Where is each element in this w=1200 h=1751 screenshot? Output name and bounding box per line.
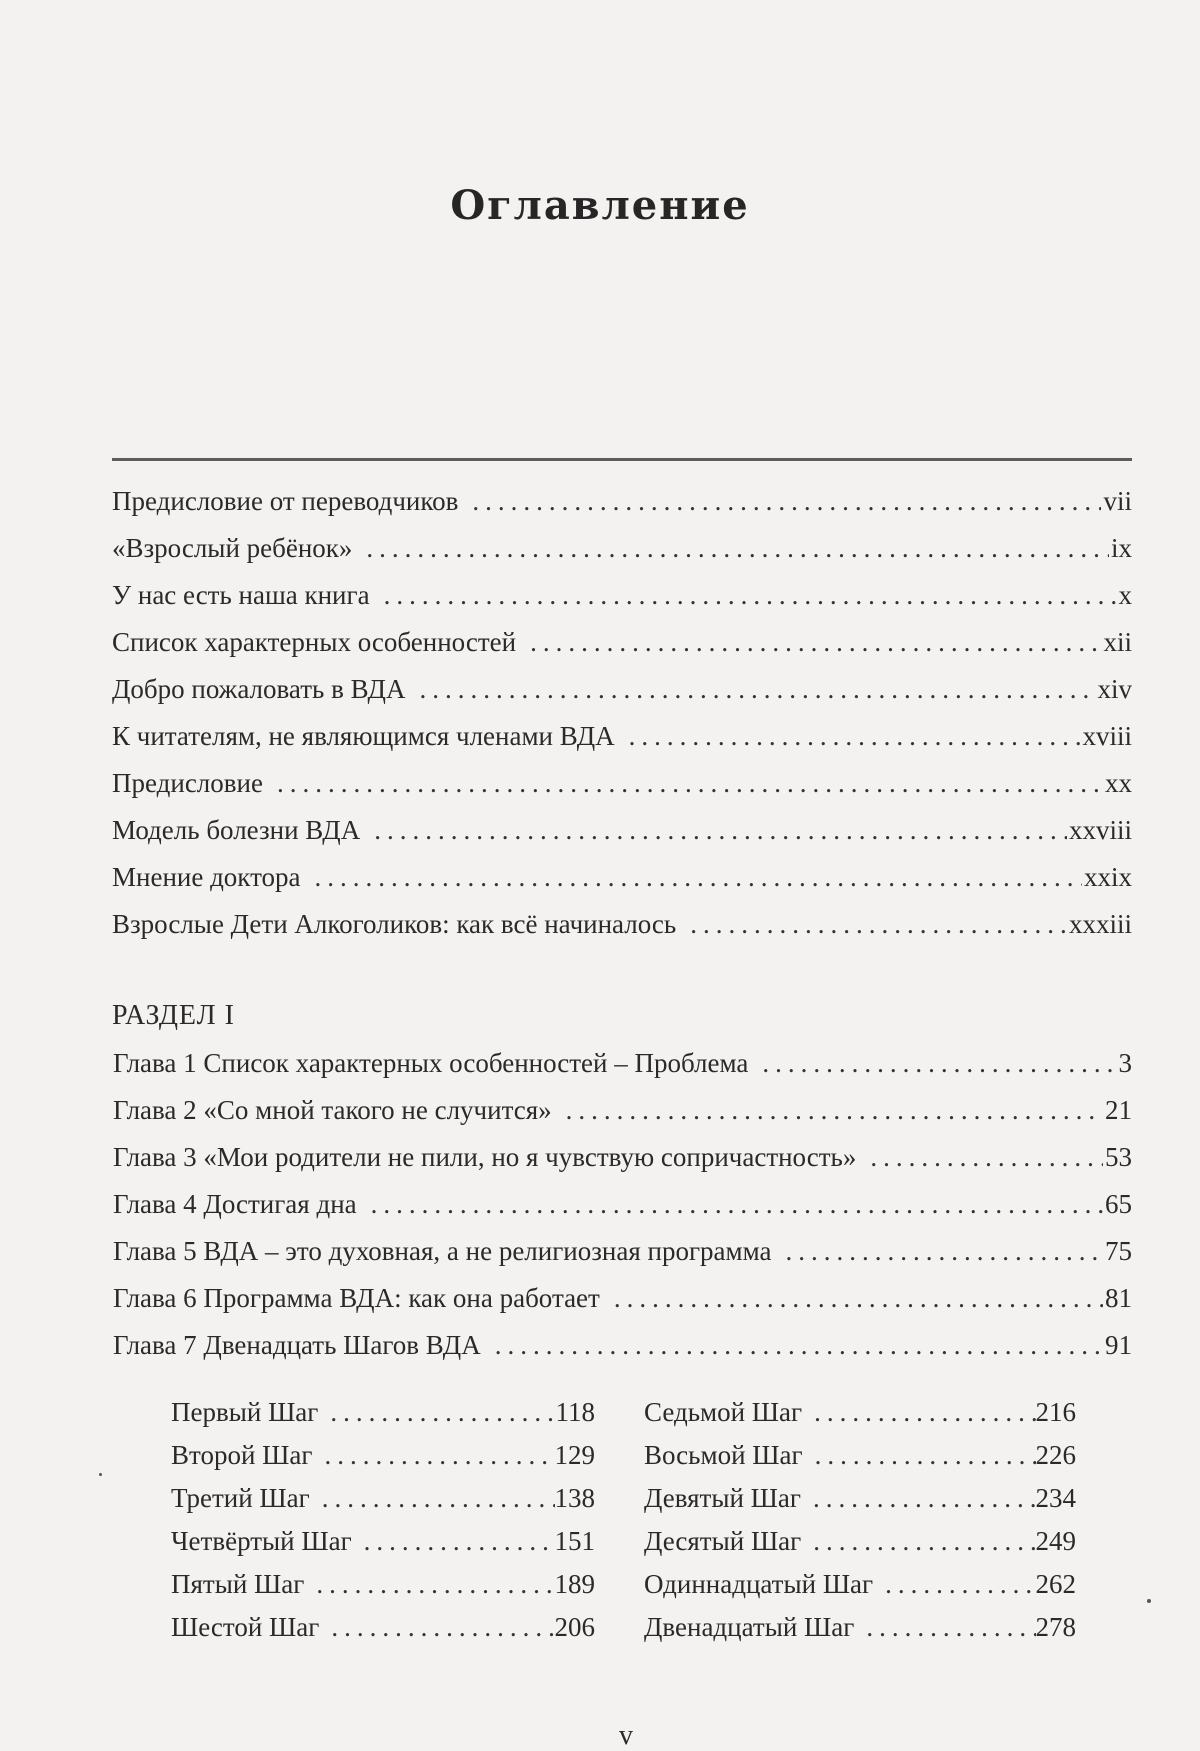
- dot-leader: [371, 1189, 1103, 1220]
- step-label: Девятый Шаг: [644, 1483, 801, 1513]
- step-entry: [644, 1397, 1076, 1437]
- page-title: Оглавление: [450, 182, 750, 229]
- step-entry: [171, 1526, 595, 1566]
- step-entry: [644, 1612, 1076, 1652]
- toc-entry: [112, 627, 1132, 667]
- toc-entry: [112, 721, 1132, 761]
- toc-entry-page: xviii: [1082, 721, 1132, 751]
- step-label: Первый Шаг: [171, 1397, 319, 1427]
- step-entry: [171, 1483, 595, 1523]
- chapter-entry: [113, 1283, 1132, 1323]
- chapter-page: 81: [1105, 1283, 1132, 1313]
- chapter-label: Глава 7 Двенадцать Шагов ВДА: [113, 1330, 481, 1360]
- dot-leader: [813, 1483, 1036, 1514]
- chapter-entry: [113, 1048, 1132, 1088]
- dot-leader: [815, 1440, 1036, 1471]
- chapter-label: Глава 2 «Со мной такого не случится»: [113, 1095, 552, 1125]
- step-page: 189: [554, 1569, 595, 1599]
- toc-entry-page: x: [1118, 580, 1132, 610]
- toc-entry-label: Мнение доктора: [112, 862, 301, 892]
- dot-leader: [277, 768, 1103, 799]
- dot-leader: [322, 1483, 555, 1514]
- chapter-page: 21: [1105, 1095, 1132, 1125]
- dot-leader: [629, 721, 1081, 752]
- step-entry: [171, 1569, 595, 1609]
- chapter-page: 65: [1105, 1189, 1132, 1219]
- toc-entry-label: Добро пожаловать в ВДА: [112, 674, 406, 704]
- toc-entry-label: «Взрослый ребёнок»: [112, 533, 353, 563]
- chapter-entry: [113, 1236, 1132, 1276]
- step-page: 206: [554, 1612, 595, 1642]
- dot-leader: [472, 486, 1101, 517]
- dot-leader: [566, 1095, 1103, 1126]
- step-entry: [644, 1569, 1076, 1609]
- dot-leader: [866, 1612, 1035, 1643]
- chapter-entry: [113, 1142, 1132, 1182]
- dot-leader: [614, 1283, 1103, 1314]
- step-label: Одиннадцатый Шаг: [644, 1569, 874, 1599]
- dot-leader: [786, 1236, 1104, 1267]
- step-page: 151: [554, 1526, 595, 1556]
- dot-leader: [530, 627, 1101, 658]
- chapter-entry: [113, 1330, 1132, 1370]
- toc-entry-label: Список характерных особенностей: [112, 627, 517, 657]
- dot-leader: [374, 815, 1067, 846]
- dot-leader: [813, 1526, 1035, 1557]
- toc-entry-label: Модель болезни ВДА: [112, 815, 361, 845]
- step-label: Шестой Шаг: [171, 1612, 320, 1642]
- dot-leader: [330, 1397, 555, 1428]
- toc-entry: [112, 674, 1132, 714]
- step-label: Двенадцатый Шаг: [644, 1612, 855, 1642]
- step-page: 234: [1035, 1483, 1076, 1513]
- toc-entry-page: xiv: [1097, 674, 1132, 704]
- step-page: 216: [1035, 1397, 1076, 1427]
- dot-leader: [364, 1526, 555, 1557]
- toc-entry-label: Взрослые Дети Алкоголиков: как всё начиналось: [112, 909, 677, 939]
- chapter-entry: [113, 1189, 1132, 1229]
- toc-entry: [112, 909, 1132, 949]
- toc-entry-label: К читателям, не являющимся членами ВДА: [112, 721, 615, 751]
- chapter-page: 3: [1118, 1048, 1132, 1078]
- step-entry: [171, 1612, 595, 1652]
- chapter-page: 91: [1105, 1330, 1132, 1360]
- chapter-label: Глава 6 Программа ВДА: как она работает: [113, 1283, 600, 1313]
- dot-leader: [315, 862, 1082, 893]
- chapter-label: Глава 5 ВДА – это духовная, а не религиозная программа: [113, 1236, 772, 1266]
- dot-leader: [870, 1142, 1103, 1173]
- chapter-label: Глава 1 Список характерных особенностей – Проблема: [113, 1048, 749, 1078]
- toc-entry-page: xx: [1105, 768, 1132, 798]
- toc-entry: [112, 580, 1132, 620]
- chapter-entry: [113, 1095, 1132, 1135]
- step-page: 129: [554, 1440, 595, 1470]
- step-entry: [171, 1397, 595, 1437]
- dot-leader: [885, 1569, 1035, 1600]
- toc-entry: [112, 862, 1132, 902]
- toc-entry-label: У нас есть наша книга: [112, 580, 370, 610]
- dot-leader: [331, 1612, 554, 1643]
- step-page: 226: [1035, 1440, 1076, 1470]
- toc-entry-page: vii: [1103, 486, 1132, 516]
- dot-leader: [366, 533, 1109, 564]
- chapter-page: 53: [1105, 1142, 1132, 1172]
- dot-leader: [814, 1397, 1035, 1428]
- chapter-label: Глава 3 «Мои родители не пили, но я чувствую сопричастность»: [113, 1142, 857, 1172]
- chapter-page: 75: [1105, 1236, 1132, 1266]
- step-label: Второй Шаг: [171, 1440, 313, 1470]
- step-entry: [644, 1483, 1076, 1523]
- dot-leader: [324, 1440, 554, 1471]
- dot-leader: [316, 1569, 554, 1600]
- step-entry: [644, 1526, 1076, 1566]
- toc-entry: [112, 533, 1132, 573]
- section-heading: РАЗДЕЛ I: [112, 1000, 235, 1031]
- step-label: Пятый Шаг: [171, 1569, 305, 1599]
- step-label: Восьмой Шаг: [644, 1440, 803, 1470]
- toc-entry: [112, 815, 1132, 855]
- toc-entry-label: Предисловие от переводчиков: [112, 486, 459, 516]
- step-entry: [644, 1440, 1076, 1480]
- toc-entry: [112, 486, 1132, 526]
- step-page: 262: [1035, 1569, 1076, 1599]
- toc-entry-page: xxviii: [1068, 815, 1132, 845]
- dot-leader: [495, 1330, 1103, 1361]
- toc-entry-page: xxxiii: [1068, 909, 1132, 939]
- dot-leader: [762, 1048, 1116, 1079]
- step-label: Десятый Шаг: [644, 1526, 802, 1556]
- step-entry: [171, 1440, 595, 1480]
- dot-leader: [419, 674, 1095, 705]
- toc-entry-page: xxix: [1083, 862, 1132, 892]
- chapter-label: Глава 4 Достигая дна: [113, 1189, 357, 1219]
- dot-leader: [690, 909, 1067, 940]
- step-label: Четвёртый Шаг: [171, 1526, 352, 1556]
- page-number: v: [619, 1720, 633, 1751]
- toc-entry-label: Предисловие: [112, 768, 263, 798]
- step-page: 278: [1035, 1612, 1076, 1642]
- step-page: 138: [554, 1483, 595, 1513]
- step-label: Седьмой Шаг: [644, 1397, 803, 1427]
- toc-entry-page: ix: [1110, 533, 1132, 563]
- print-speck: [1147, 1599, 1151, 1603]
- step-label: Третий Шаг: [171, 1483, 310, 1513]
- toc-entry-page: xii: [1103, 627, 1132, 657]
- step-page: 249: [1035, 1526, 1076, 1556]
- dot-leader: [384, 580, 1117, 611]
- title-divider: [112, 458, 1132, 461]
- print-speck: [99, 1473, 102, 1476]
- toc-entry: [112, 768, 1132, 808]
- step-page: 118: [555, 1397, 595, 1427]
